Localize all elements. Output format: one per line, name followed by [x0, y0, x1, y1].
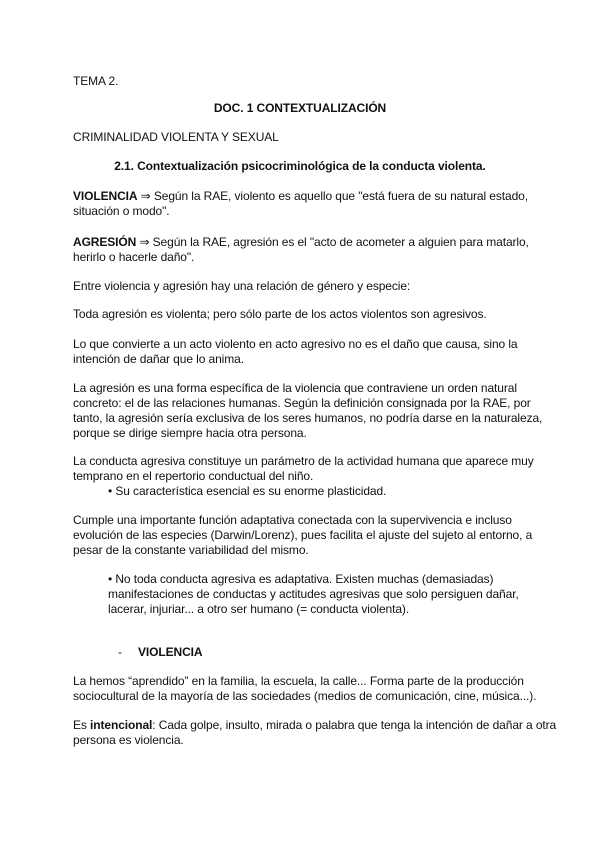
violencia-heading: VIOLENCIA	[138, 645, 203, 659]
paragraph-line: La hemos “aprendido” en la familia, la escuela, la calle... Forma parte de la producción	[73, 674, 524, 688]
paragraph-line: La agresión es una forma específica de la violencia que contraviene un orden natural	[73, 381, 517, 395]
subsection-title: 2.1. Contextualización psicocriminológica de la conducta violenta.	[114, 159, 486, 173]
violencia-term: VIOLENCIA	[73, 189, 138, 203]
violencia-definition-line2: situación o modo".	[73, 204, 170, 218]
section-title: CRIMINALIDAD VIOLENTA Y SEXUAL	[73, 130, 279, 144]
agresion-term: AGRESIÓN	[73, 235, 137, 249]
paragraph-line: evolución de las especies (Darwin/Lorenz), pues facilita el ajuste del sujeto al entorno, a	[73, 528, 533, 542]
doc-title: DOC. 1 CONTEXTUALIZACIÓN	[213, 101, 387, 115]
paragraph: Toda agresión es violenta; pero sólo parte de los actos violentos son agresivos.	[73, 307, 487, 321]
paragraph-line: temprano en el repertorio conductual del niño.	[73, 469, 314, 483]
paragraph-line: Lo que convierte a un acto violento en acto agresivo no es el daño que causa, sino la	[73, 337, 518, 351]
paragraph-line: porque se dirige siempre hacia otra persona.	[73, 426, 307, 440]
agresion-definition-line2: herirlo o hacerle daño".	[73, 250, 195, 264]
bullet-item-continuation: manifestaciones de conductas y actitudes agresivas que solo persiguen dañar,	[108, 587, 519, 601]
paragraph-line: concreto: el de las relaciones humanas. Según la definición consignada por la RAE, por	[73, 396, 531, 410]
paragraph-line: tanto, la agresión sería exclusiva de los seres humanos, no podría darse en la naturaleza,	[73, 411, 543, 425]
paragraph-line: sociocultural de la mayoría de las sociedades (medios de comunicación, cine, música...).	[73, 689, 537, 703]
intencional-term: intencional	[90, 718, 153, 732]
tema-label: TEMA 2.	[73, 74, 119, 88]
dash-bullet: -	[118, 645, 122, 659]
bullet-item: • No toda conducta agresiva es adaptativa. Existen muchas (demasiadas)	[108, 572, 494, 586]
bullet-item: • Su característica esencial es su enorme plasticidad.	[108, 484, 387, 498]
paragraph: Entre violencia y agresión hay una relación de género y especie:	[73, 279, 411, 293]
paragraph-line: pesar de la constante variabilidad del mismo.	[73, 543, 309, 557]
bullet-item-continuation: lacerar, injuriar... a otro ser humano (= conducta violenta).	[108, 602, 410, 616]
agresion-definition-text: ⇒ Según la RAE, agresión es el "acto de acometer a alguien para matarlo,	[136, 235, 529, 249]
paragraph-line: La conducta agresiva constituye un parámetro de la actividad humana que aparece muy	[73, 454, 534, 468]
intencional-paragraph-line2: persona es violencia.	[73, 733, 184, 747]
intencional-prefix: Es	[73, 718, 91, 732]
violencia-definition-line1	[73, 189, 528, 204]
paragraph-line: intención de dañar que lo anima.	[73, 352, 244, 366]
violencia-definition-text: ⇒ Según la RAE, violento es aquello que "está fuera de su natural estado,	[137, 189, 528, 203]
intencional-paragraph-line1	[73, 718, 556, 733]
paragraph-line: Cumple una importante función adaptativa conectada con la supervivencia e incluso	[73, 513, 512, 527]
agresion-definition-line1	[73, 235, 529, 250]
intencional-text: : Cada golpe, insulto, mirada o palabra que tenga la intención de dañar a otra	[152, 718, 557, 732]
